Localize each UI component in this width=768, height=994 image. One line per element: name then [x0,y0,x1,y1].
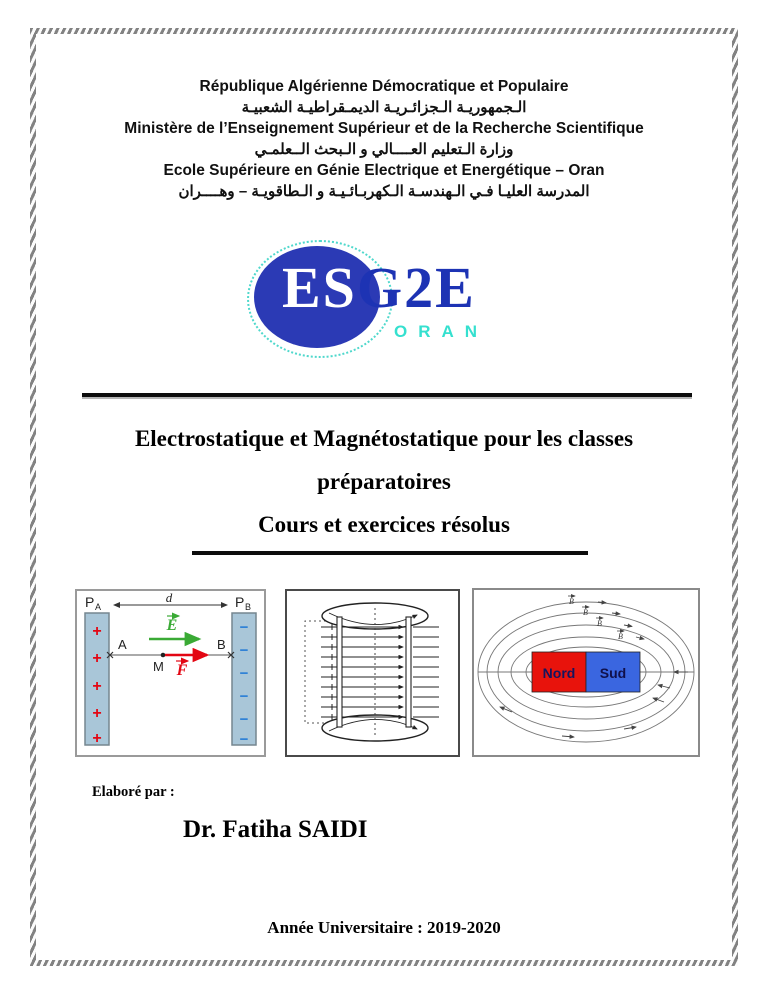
title-line-3: Cours et exercices résolus [258,512,510,537]
logo-city-label: ORAN [394,322,489,341]
author-name: Dr. Fatiha SAIDI [183,816,368,843]
title-top-rule [82,393,692,397]
svg-text:B: B [569,597,574,606]
svg-text:+: + [92,730,102,747]
esg2e-logo [252,240,532,362]
south-label: Sud [599,665,627,681]
capacitor-diagram [77,591,264,755]
capacitor-figure [75,589,266,757]
force-label: F [176,662,188,679]
book-title [0,417,768,546]
right-coil-wall [406,617,411,727]
svg-text:−: − [239,619,249,636]
e-field-label: E [166,617,178,634]
dashed-boundary [305,621,331,723]
institution-header [0,76,768,202]
left-coil-wall [337,617,342,727]
svg-text:B: B [618,632,623,641]
title-line-1: Electrostatique et Magnétostatique pour les classes [134,426,634,451]
prepared-by-label: Elaboré par : [92,784,175,800]
svg-text:−: − [239,711,249,728]
logo-acronym [282,254,476,321]
ministry-line-ar: وزارة الـتعليم العــــالي و الـبحث الــعلمـي [254,141,514,158]
svg-text:−: − [239,688,249,705]
plate-b-label: P [235,594,245,610]
plate-b-sub: B [245,602,252,612]
svg-text:+: + [92,650,102,667]
svg-text:B: B [583,608,588,617]
magnet-figure [472,588,700,757]
ministry-line-fr: Ministère de l’Enseignement Supérieur et de la Recherche Scientifique [124,120,644,137]
svg-text:−: − [239,665,249,682]
plate-a-label: P [85,594,95,610]
svg-text:B: B [597,619,602,628]
school-line-fr: Ecole Supérieure en Génie Electrique et Energétique – Oran [163,162,605,179]
solenoid-diagram [287,591,458,755]
svg-text:−: − [239,731,249,748]
svg-text:+: + [92,678,102,695]
point-m-label: M [153,659,164,674]
point-m-dot [161,653,166,658]
logo-acronym-rest: G2E [356,255,476,320]
distance-label: d [165,591,173,605]
logo-acronym-on-disc: ES [282,255,357,320]
title-bottom-rule [192,551,588,555]
point-b-label: B [217,637,226,652]
svg-text:+: + [92,623,102,640]
b-vector-labels [568,596,624,641]
school-line-ar: المدرسة العليـا فـي الـهندسـة الـكهربـائـيـة و الـطاقويـة – وهــــران [178,183,590,200]
svg-text:−: − [239,642,249,659]
north-label: Nord [542,665,576,681]
svg-text:+: + [92,705,102,722]
republic-line-fr: République Algérienne Démocratique et Populaire [199,78,569,95]
point-a-label: A [118,637,127,652]
academic-year: Année Universitaire : 2019-2020 [267,918,501,937]
republic-line-ar: الـجمهوريـة الـجزائـريـة الديمـقراطيـة الشعبيـة [241,99,527,116]
title-line-2: préparatoires [317,469,451,494]
magnet-diagram [474,590,698,755]
plate-a-sub: A [95,602,102,612]
solenoid-figure [285,589,460,757]
